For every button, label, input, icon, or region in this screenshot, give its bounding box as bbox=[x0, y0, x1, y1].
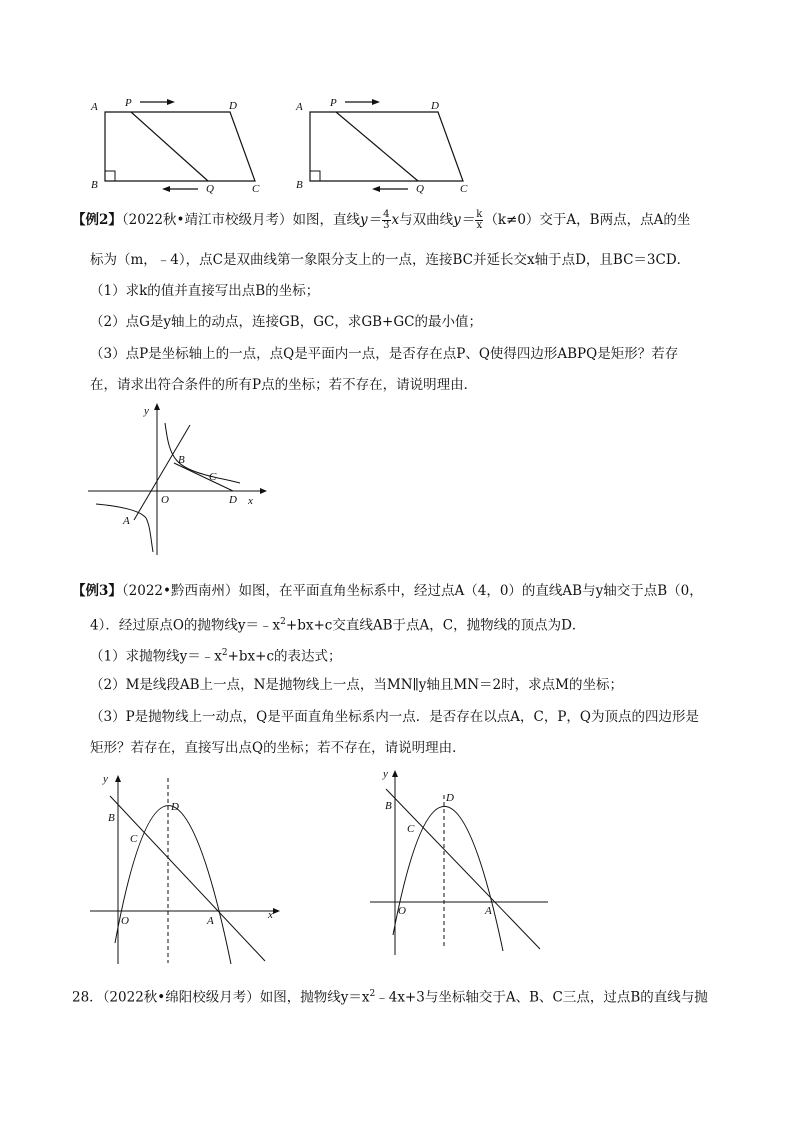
label-A: A bbox=[91, 101, 98, 113]
example3-question3b: 矩形？若存在，直接写出点Q的坐标；若不存在，请说明理由． bbox=[90, 740, 466, 756]
label-C: C bbox=[460, 183, 468, 195]
axis-y-label: y bbox=[103, 773, 108, 785]
example3-question2: （2）M是线段AB上一点，N是抛物线上一点，当MN∥y轴且MN＝2时，求点M的坐标； bbox=[90, 677, 623, 693]
example2-question3b: 在，请求出符合条件的所有P点的坐标；若不存在，请说明理由． bbox=[90, 377, 478, 393]
origin-label: O bbox=[121, 915, 129, 927]
example2-question3a: （3）点P是坐标轴上的一点，点Q是平面内一点，是否存在点P、Q使得四边形ABPQ是矩形？若存 bbox=[90, 346, 679, 362]
point-D-label: D bbox=[229, 494, 237, 506]
problem-number: 28． bbox=[72, 989, 103, 1006]
example2-tag: 【例2】 bbox=[72, 212, 122, 228]
label-A: A bbox=[296, 101, 303, 113]
axis-y-label: y bbox=[383, 768, 388, 780]
label-P: P bbox=[330, 97, 337, 109]
origin-label: O bbox=[161, 494, 169, 506]
example2-line1: 【例2】（2022秋•靖江市校级月考）如图，直线y＝ $\frac{4}{3}$ x与双曲线y＝ $\frac{k}{x}$ （k≠0）交于A，B两点，点A的坐 bbox=[72, 209, 691, 231]
example3-line2: 4）．经过原点O的抛物线$y=﹣x^2+bx+c$交直线AB于点A，C，抛物线的顶点为D． bbox=[90, 617, 586, 634]
point-B-label: B bbox=[108, 812, 115, 824]
point-D-label: D bbox=[171, 801, 179, 813]
point-D-label: D bbox=[446, 792, 454, 804]
point-A-label: A bbox=[485, 905, 492, 917]
trapezoid-figure-right bbox=[290, 92, 490, 195]
label-Q: Q bbox=[416, 183, 424, 195]
label-D: D bbox=[431, 100, 439, 112]
example3-tag: 【例3】 bbox=[72, 583, 122, 599]
label-P: P bbox=[125, 97, 132, 109]
point-C-label: C bbox=[407, 823, 415, 835]
point-A-label: A bbox=[207, 915, 214, 927]
origin-label: O bbox=[398, 905, 406, 917]
example3-figure-right bbox=[368, 765, 558, 955]
axis-y-label: y bbox=[144, 405, 149, 417]
point-A-label: A bbox=[123, 515, 130, 527]
axis-x-label: x bbox=[248, 495, 253, 507]
label-Q: Q bbox=[206, 183, 214, 195]
point-C-label: C bbox=[209, 471, 217, 483]
example3-figure-left bbox=[88, 768, 288, 968]
point-B-label: B bbox=[178, 454, 185, 466]
problem28-line1: 28．（2022秋•绵阳校级月考）如图，抛物线$y=x^2﹣4x+3$与坐标轴交于A、B、C三点，过点B的直线与抛 bbox=[72, 989, 708, 1006]
example2-question1: （1）求k的值并直接写出点B的坐标； bbox=[90, 283, 320, 299]
fraction-k-x: $\frac{k}{x}$ bbox=[476, 209, 483, 231]
example2-line2: 标为（m，﹣4），点C是双曲线第一象限分支上的一点，连接BC并延长交x轴于点D，且BC＝3CD． bbox=[90, 252, 691, 268]
axis-x-label: x bbox=[268, 909, 273, 921]
fraction-4-3: $\frac{4}{3}$ bbox=[383, 209, 390, 231]
example3-question3a: （3）P是抛物线上一动点，Q是平面直角坐标系内一点．是否存在以点A，C，P，Q为顶点的四边形是 bbox=[90, 709, 699, 725]
label-D: D bbox=[229, 100, 237, 112]
example2-question2: （2）点G是y轴上的动点，连接GB，GC，求GB+GC的最小值； bbox=[90, 314, 482, 330]
example3-source: （2022•黔西南州） bbox=[121, 583, 239, 599]
example2-source: （2022秋•靖江市校级月考） bbox=[121, 212, 293, 228]
example2-figure bbox=[88, 400, 268, 560]
label-B: B bbox=[296, 179, 303, 191]
trapezoid-figure-left bbox=[85, 92, 285, 195]
point-B-label: B bbox=[385, 800, 392, 812]
label-C: C bbox=[252, 183, 260, 195]
example3-question1: （1）求抛物线$y=﹣x^2+bx+c$的表达式； bbox=[90, 648, 342, 665]
label-B: B bbox=[91, 179, 98, 191]
example3-line1: 【例3】（2022•黔西南州）如图，在平面直角坐标系中，经过点A（4，0）的直线AB与y轴交于点B（0， bbox=[72, 583, 703, 599]
point-C-label: C bbox=[130, 833, 138, 845]
